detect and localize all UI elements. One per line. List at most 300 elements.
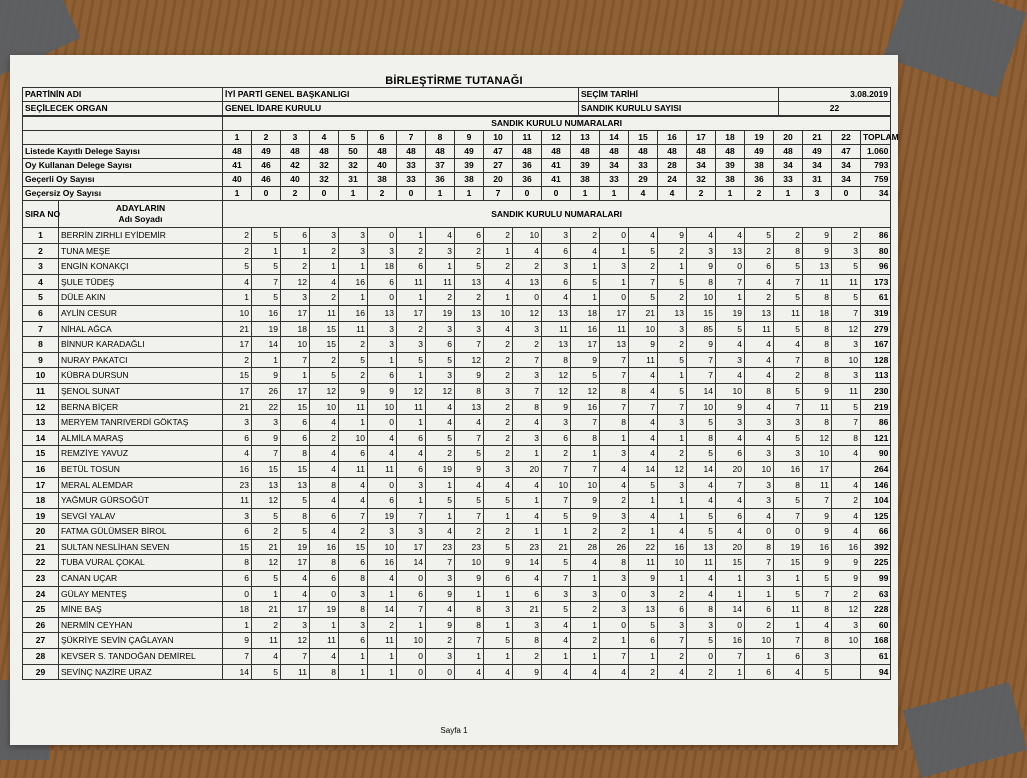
summary-value: 46	[252, 173, 281, 187]
vote-count: 4	[629, 415, 658, 431]
vote-count: 3	[484, 461, 513, 477]
candidate-name: BİNNUR KARADAĞLI	[59, 337, 223, 353]
vote-count: 3	[687, 243, 716, 259]
vote-count: 1	[397, 228, 426, 244]
vote-count: 23	[455, 539, 484, 555]
vote-count: 3	[281, 617, 310, 633]
vote-count: 8	[339, 571, 368, 587]
ballot-number: 7	[397, 131, 426, 145]
vote-count: 9	[252, 430, 281, 446]
vote-count: 3	[339, 617, 368, 633]
vote-count: 8	[832, 430, 861, 446]
vote-count: 0	[368, 290, 397, 306]
candidate-name: YAĞMUR GÜRSOĞÜT	[59, 493, 223, 509]
summary-value: 41	[542, 173, 571, 187]
summary-value: 48	[368, 145, 397, 159]
summary-value: 47	[484, 145, 513, 159]
vote-count: 8	[774, 243, 803, 259]
vote-count: 13	[542, 337, 571, 353]
vote-count: 0	[600, 290, 629, 306]
vote-count: 6	[745, 259, 774, 275]
vote-count: 7	[397, 508, 426, 524]
candidate-name: KÜBRA DURSUN	[59, 368, 223, 384]
summary-value: 4	[658, 187, 687, 201]
summary-value: 48	[600, 145, 629, 159]
vote-count: 4	[745, 430, 774, 446]
candidate-row	[23, 274, 891, 290]
vote-count: 4	[716, 524, 745, 540]
candidate-row	[23, 430, 891, 446]
vote-count: 23	[426, 539, 455, 555]
vote-count: 1	[252, 243, 281, 259]
vote-count: 2	[455, 290, 484, 306]
summary-value: 41	[542, 159, 571, 173]
vote-count: 7	[542, 571, 571, 587]
vote-count: 5	[774, 383, 803, 399]
vote-count: 1	[571, 290, 600, 306]
vote-count: 6	[716, 508, 745, 524]
vote-count: 8	[600, 383, 629, 399]
vote-count: 1	[484, 586, 513, 602]
candidate-row	[23, 228, 891, 244]
summary-value: 48	[716, 145, 745, 159]
vote-count: 4	[716, 228, 745, 244]
vote-count: 5	[252, 290, 281, 306]
vote-count: 10	[716, 383, 745, 399]
vote-count: 2	[571, 524, 600, 540]
vote-count: 9	[542, 399, 571, 415]
vote-count: 4	[368, 430, 397, 446]
summary-value: 32	[310, 159, 339, 173]
vote-count: 8	[687, 274, 716, 290]
vote-count: 9	[426, 586, 455, 602]
vote-count: 4	[745, 399, 774, 415]
date-label: SEÇİM TARİHİ	[579, 88, 779, 102]
vote-count: 2	[455, 524, 484, 540]
vote-count: 15	[310, 321, 339, 337]
summary-value: 49	[745, 145, 774, 159]
vote-count: 2	[484, 430, 513, 446]
candidate-number: 3	[23, 259, 59, 275]
summary-value: 1	[716, 187, 745, 201]
vote-count: 14	[252, 337, 281, 353]
vote-count: 3	[745, 571, 774, 587]
ballot-number: 9	[455, 131, 484, 145]
summary-value: 33	[397, 173, 426, 187]
vote-count: 11	[803, 477, 832, 493]
vote-count: 21	[252, 539, 281, 555]
vote-count: 2	[513, 649, 542, 665]
vote-count: 5	[426, 352, 455, 368]
vote-count: 3	[658, 477, 687, 493]
candidate-total: 230	[861, 383, 891, 399]
vote-count: 4	[832, 508, 861, 524]
tally-table-container	[22, 87, 899, 680]
vote-count: 3	[658, 415, 687, 431]
candidate-number: 19	[23, 508, 59, 524]
vote-count: 0	[397, 571, 426, 587]
summary-value: 1	[426, 187, 455, 201]
vote-count: 12	[426, 383, 455, 399]
vote-count: 4	[745, 368, 774, 384]
vote-count: 9	[832, 571, 861, 587]
vote-count: 2	[281, 259, 310, 275]
vote-count: 11	[687, 555, 716, 571]
candidate-row	[23, 383, 891, 399]
vote-count: 5	[687, 415, 716, 431]
vote-count: 17	[223, 337, 252, 353]
ballot-number: 13	[571, 131, 600, 145]
vote-count: 12	[658, 461, 687, 477]
vote-count: 5	[687, 524, 716, 540]
vote-count: 2	[339, 524, 368, 540]
vote-count: 6	[223, 524, 252, 540]
candidate-total: 125	[861, 508, 891, 524]
ballot-number: 6	[368, 131, 397, 145]
vote-count: 2	[339, 368, 368, 384]
candidate-row	[23, 539, 891, 555]
summary-value: 33	[600, 173, 629, 187]
vote-count: 1	[397, 368, 426, 384]
vote-count: 12	[252, 555, 281, 571]
vote-count: 6	[426, 337, 455, 353]
vote-count: 10	[542, 477, 571, 493]
vote-count: 5	[223, 259, 252, 275]
vote-count: 2	[600, 493, 629, 509]
summary-value: 31	[339, 173, 368, 187]
vote-count: 8	[455, 602, 484, 618]
vote-count: 85	[687, 321, 716, 337]
vote-count: 5	[426, 493, 455, 509]
vote-count: 4	[774, 337, 803, 353]
vote-count: 5	[455, 446, 484, 462]
vote-count: 18	[803, 305, 832, 321]
vote-count: 19	[368, 508, 397, 524]
vote-count: 6	[542, 243, 571, 259]
vote-count: 6	[281, 415, 310, 431]
vote-count: 5	[687, 633, 716, 649]
summary-value: 38	[455, 173, 484, 187]
vote-count: 15	[716, 555, 745, 571]
vote-count: 15	[339, 539, 368, 555]
vote-count: 4	[310, 274, 339, 290]
vote-count: 17	[600, 305, 629, 321]
vote-count: 4	[426, 415, 455, 431]
ballot-number: 1	[223, 131, 252, 145]
adaylar-label: ADAYLARIN	[115, 203, 166, 213]
vote-count: 3	[832, 368, 861, 384]
vote-count: 4	[281, 586, 310, 602]
vote-count: 1	[397, 493, 426, 509]
vote-count: 13	[745, 305, 774, 321]
vote-count: 1	[223, 290, 252, 306]
vote-count: 3	[339, 243, 368, 259]
vote-count: 21	[223, 321, 252, 337]
candidate-row	[23, 555, 891, 571]
candidate-name: TUNA MEŞE	[59, 243, 223, 259]
summary-total: 793	[861, 159, 891, 173]
vote-count: 4	[600, 664, 629, 680]
vote-count: 12	[571, 383, 600, 399]
vote-count: 4	[310, 649, 339, 665]
vote-count: 4	[774, 664, 803, 680]
vote-count: 10	[455, 555, 484, 571]
vote-count: 17	[281, 602, 310, 618]
vote-count: 1	[252, 586, 281, 602]
ballot-number: 5	[339, 131, 368, 145]
vote-count: 15	[687, 305, 716, 321]
vote-count: 2	[745, 617, 774, 633]
vote-count: 2	[571, 602, 600, 618]
vote-count: 1	[339, 649, 368, 665]
vote-count: 0	[774, 524, 803, 540]
vote-count: 23	[513, 539, 542, 555]
vote-count: 4	[223, 446, 252, 462]
vote-count: 3	[426, 571, 455, 587]
candidate-name: SULTAN NESLİHAN SEVEN	[59, 539, 223, 555]
vote-count: 14	[513, 555, 542, 571]
vote-count: 8	[687, 430, 716, 446]
candidate-name: BERNA BİÇER	[59, 399, 223, 415]
summary-value: 32	[310, 173, 339, 187]
vote-count: 2	[484, 399, 513, 415]
vote-count: 23	[223, 477, 252, 493]
vote-count: 5	[745, 228, 774, 244]
candidate-row	[23, 368, 891, 384]
candidate-number: 5	[23, 290, 59, 306]
vote-count: 22	[252, 399, 281, 415]
vote-count: 14	[687, 461, 716, 477]
vote-count: 2	[252, 524, 281, 540]
vote-count: 1	[600, 633, 629, 649]
vote-count: 2	[310, 243, 339, 259]
vote-count: 8	[600, 415, 629, 431]
vote-count: 15	[774, 555, 803, 571]
candidate-total: 90	[861, 446, 891, 462]
vote-count: 1	[426, 508, 455, 524]
summary-value: 36	[426, 173, 455, 187]
ballot-number: 12	[542, 131, 571, 145]
vote-count: 2	[310, 352, 339, 368]
vote-count: 9	[803, 508, 832, 524]
vote-count: 3	[629, 586, 658, 602]
candidate-total: 86	[861, 415, 891, 431]
vote-count: 5	[484, 493, 513, 509]
vote-count: 3	[426, 321, 455, 337]
tally-table	[22, 116, 899, 680]
ballot-number: 4	[310, 131, 339, 145]
summary-value: 38	[716, 173, 745, 187]
vote-count: 10	[310, 399, 339, 415]
vote-count: 5	[252, 508, 281, 524]
vote-count: 3	[368, 321, 397, 337]
vote-count: 4	[745, 274, 774, 290]
vote-count: 6	[368, 368, 397, 384]
summary-value: 40	[223, 173, 252, 187]
adi-soyadi-label: Adı Soyadı	[118, 214, 163, 224]
candidate-name: MERYEM TANRIVERDİ GÖKTAŞ	[59, 415, 223, 431]
vote-count: 7	[281, 352, 310, 368]
vote-count: 4	[455, 664, 484, 680]
vote-count: 8	[310, 664, 339, 680]
candidates-header-row	[23, 201, 891, 228]
vote-count: 5	[484, 539, 513, 555]
vote-count: 3	[339, 586, 368, 602]
candidate-total: 104	[861, 493, 891, 509]
vote-count: 1	[281, 368, 310, 384]
vote-count: 4	[426, 228, 455, 244]
vote-count: 4	[687, 228, 716, 244]
vote-count: 11	[803, 274, 832, 290]
ballot-number: 15	[629, 131, 658, 145]
vote-count: 3	[397, 524, 426, 540]
vote-count: 4	[832, 477, 861, 493]
candidate-number: 6	[23, 305, 59, 321]
vote-count: 2	[339, 337, 368, 353]
vote-count: 6	[716, 446, 745, 462]
vote-count: 4	[571, 664, 600, 680]
vote-count: 5	[484, 633, 513, 649]
summary-value: 1	[223, 187, 252, 201]
vote-count: 8	[745, 539, 774, 555]
vote-count: 1	[310, 259, 339, 275]
vote-count: 11	[803, 399, 832, 415]
candidate-number: 20	[23, 524, 59, 540]
candidate-name: DÜLE AKIN	[59, 290, 223, 306]
vote-count: 9	[426, 617, 455, 633]
vote-count: 3	[571, 586, 600, 602]
vote-count: 11	[600, 321, 629, 337]
vote-count: 4	[542, 617, 571, 633]
candidate-row	[23, 243, 891, 259]
vote-count: 11	[339, 399, 368, 415]
vote-count: 1	[455, 586, 484, 602]
duct-tape-bottom-right	[903, 682, 1027, 778]
vote-count: 15	[223, 368, 252, 384]
vote-count: 3	[832, 617, 861, 633]
vote-count: 2	[310, 290, 339, 306]
summary-value: 2	[368, 187, 397, 201]
candidate-row	[23, 586, 891, 602]
vote-count: 12	[542, 383, 571, 399]
vote-count: 8	[513, 633, 542, 649]
vote-count: 7	[455, 430, 484, 446]
vote-count: 1	[629, 649, 658, 665]
vote-count: 1	[542, 649, 571, 665]
vote-count: 3	[397, 477, 426, 493]
vote-count: 7	[426, 555, 455, 571]
vote-count: 2	[223, 243, 252, 259]
vote-count: 10	[223, 305, 252, 321]
vote-count: 4	[513, 477, 542, 493]
candidate-total: 146	[861, 477, 891, 493]
summary-value: 0	[252, 187, 281, 201]
vote-count: 0	[745, 524, 774, 540]
ballot-number: 19	[745, 131, 774, 145]
candidate-total: 168	[861, 633, 891, 649]
candidate-total: 80	[861, 243, 891, 259]
vote-count: 11	[368, 461, 397, 477]
vote-count: 14	[223, 664, 252, 680]
vote-count: 8	[803, 633, 832, 649]
candidate-name: SEVGİ YALAV	[59, 508, 223, 524]
vote-count: 3	[716, 415, 745, 431]
vote-count: 4	[339, 493, 368, 509]
page-footer: Sayfa 1	[440, 726, 468, 735]
vote-count: 6	[397, 259, 426, 275]
vote-count: 3	[832, 243, 861, 259]
summary-value: 28	[658, 159, 687, 173]
vote-count: 2	[513, 259, 542, 275]
vote-count: 7	[455, 337, 484, 353]
vote-count: 3	[745, 477, 774, 493]
vote-count: 15	[252, 461, 281, 477]
candidate-total: 319	[861, 305, 891, 321]
vote-count: 4	[687, 493, 716, 509]
ballot-number: 16	[658, 131, 687, 145]
vote-count: 7	[600, 649, 629, 665]
summary-value: 27	[484, 159, 513, 173]
vote-count: 9	[629, 337, 658, 353]
vote-count: 11	[310, 305, 339, 321]
vote-count: 7	[513, 383, 542, 399]
vote-count: 3	[745, 446, 774, 462]
vote-count: 1	[484, 649, 513, 665]
vote-count: 10	[281, 337, 310, 353]
vote-count: 8	[600, 555, 629, 571]
vote-count: 5	[803, 571, 832, 587]
vote-count: 11	[629, 352, 658, 368]
vote-count: 6	[455, 228, 484, 244]
vote-count: 16	[571, 399, 600, 415]
candidate-row	[23, 290, 891, 306]
summary-value: 4	[629, 187, 658, 201]
candidate-total: 264	[861, 461, 891, 477]
vote-count: 8	[745, 383, 774, 399]
vote-count: 4	[687, 586, 716, 602]
vote-count: 11	[774, 305, 803, 321]
vote-count: 7	[803, 493, 832, 509]
summary-value: 34	[687, 159, 716, 173]
vote-count: 9	[687, 259, 716, 275]
vote-count: 13	[687, 539, 716, 555]
vote-count: 10	[745, 461, 774, 477]
vote-count: 0	[397, 649, 426, 665]
vote-count: 3	[339, 228, 368, 244]
vote-count: 7	[774, 399, 803, 415]
vote-count: 8	[803, 415, 832, 431]
vote-count: 17	[281, 383, 310, 399]
vote-count: 8	[803, 337, 832, 353]
vote-count: 4	[252, 649, 281, 665]
vote-count	[832, 664, 861, 680]
vote-count: 11	[397, 274, 426, 290]
vote-count: 0	[368, 477, 397, 493]
summary-value: 0	[513, 187, 542, 201]
vote-count	[832, 649, 861, 665]
vote-count: 9	[687, 337, 716, 353]
vote-count: 10	[687, 399, 716, 415]
vote-count: 16	[716, 633, 745, 649]
candidate-name: ALMİLA MARAŞ	[59, 430, 223, 446]
vote-count: 2	[774, 228, 803, 244]
vote-count: 12	[832, 602, 861, 618]
vote-count: 1	[571, 259, 600, 275]
vote-count: 4	[832, 446, 861, 462]
vote-count: 3	[600, 446, 629, 462]
candidate-name: ŞENOL SUNAT	[59, 383, 223, 399]
vote-count: 6	[368, 274, 397, 290]
